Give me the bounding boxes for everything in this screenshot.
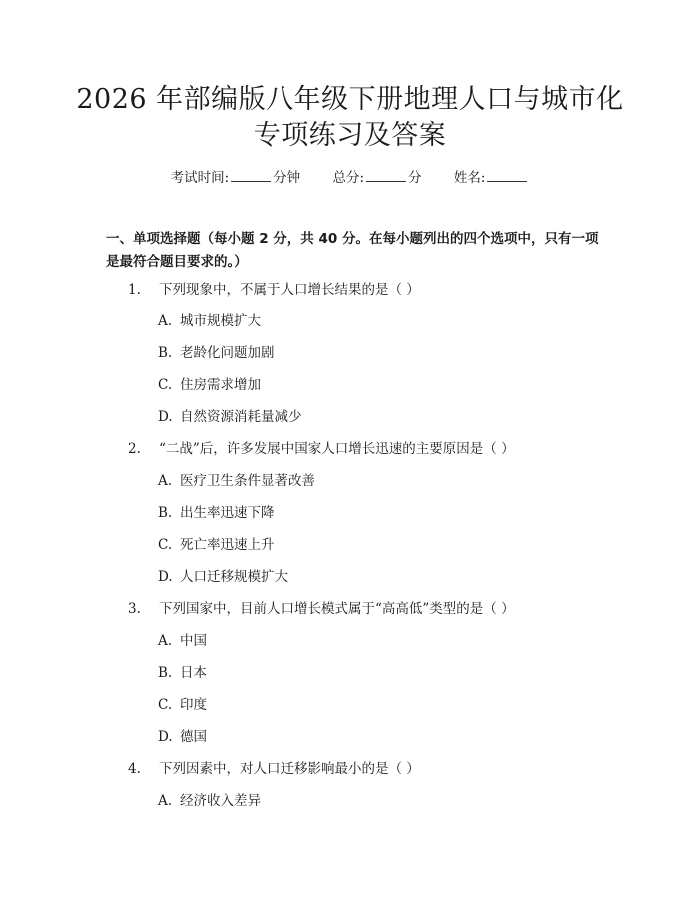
question-number: 1. bbox=[128, 282, 141, 298]
option-text: 死亡率迅速上升 bbox=[180, 537, 275, 553]
question-1-option-a bbox=[158, 311, 261, 331]
option-text: 人口迁移规模扩大 bbox=[180, 569, 288, 585]
student-name-blank bbox=[487, 169, 527, 182]
exam-time-label: 考试时间: bbox=[170, 170, 230, 186]
option-letter: A. bbox=[158, 313, 173, 329]
question-1 bbox=[128, 280, 420, 300]
question-4-option-a bbox=[158, 791, 261, 811]
option-letter: D. bbox=[158, 409, 173, 425]
question-3-option-b bbox=[158, 663, 207, 683]
question-2-option-a bbox=[158, 471, 315, 491]
question-1-option-c bbox=[158, 375, 261, 395]
option-text: 日本 bbox=[180, 665, 207, 681]
option-letter: D. bbox=[158, 569, 173, 585]
exam-time-blank bbox=[231, 169, 271, 182]
option-letter: A. bbox=[158, 793, 173, 809]
question-text: “二战”后，许多发展中国家人口增长迅速的主要原因是（ ） bbox=[159, 441, 515, 457]
question-number: 2. bbox=[128, 441, 141, 457]
question-number: 3. bbox=[128, 601, 141, 617]
option-text: 经济收入差异 bbox=[180, 793, 261, 809]
option-letter: D. bbox=[158, 729, 173, 745]
question-2-option-b bbox=[158, 503, 275, 523]
document-title-line-2: 专项练习及答案 bbox=[253, 120, 447, 151]
option-text: 出生率迅速下降 bbox=[180, 505, 275, 521]
question-number: 4. bbox=[128, 761, 141, 777]
option-text: 城市规模扩大 bbox=[180, 313, 261, 329]
option-letter: B. bbox=[158, 345, 173, 361]
student-name bbox=[454, 168, 530, 188]
option-text: 自然资源消耗量减少 bbox=[180, 409, 302, 425]
option-text: 医疗卫生条件显著改善 bbox=[180, 473, 315, 489]
question-2 bbox=[128, 439, 515, 459]
question-4 bbox=[128, 759, 420, 779]
option-text: 德国 bbox=[180, 729, 207, 745]
question-text: 下列现象中，不属于人口增长结果的是（ ） bbox=[159, 282, 420, 298]
option-text: 印度 bbox=[180, 697, 207, 713]
option-text: 老龄化问题加剧 bbox=[180, 345, 275, 361]
exam-meta bbox=[0, 168, 700, 188]
document-title-line-1: 2026 年部编版八年级下册地理人口与城市化 bbox=[76, 84, 624, 115]
question-3-option-c bbox=[158, 695, 207, 715]
question-3-option-d bbox=[158, 727, 207, 747]
total-score bbox=[332, 168, 421, 188]
option-letter: A. bbox=[158, 473, 173, 489]
exam-time bbox=[171, 168, 301, 188]
student-name-label: 姓名: bbox=[453, 170, 486, 186]
question-text: 下列因素中，对人口迁移影响最小的是（ ） bbox=[159, 761, 420, 777]
question-3-option-a bbox=[158, 631, 207, 651]
question-1-option-d bbox=[158, 407, 302, 427]
exam-time-unit: 分钟 bbox=[273, 170, 301, 186]
option-letter: C. bbox=[158, 537, 173, 553]
question-3 bbox=[128, 599, 515, 619]
question-2-option-d bbox=[158, 567, 288, 587]
total-score-label: 总分: bbox=[332, 170, 365, 186]
question-1-option-b bbox=[158, 343, 275, 363]
total-score-unit: 分 bbox=[408, 170, 422, 186]
question-text: 下列国家中，目前人口增长模式属于“高高低”类型的是（ ） bbox=[159, 601, 515, 617]
option-letter: A. bbox=[158, 633, 173, 649]
option-letter: B. bbox=[158, 505, 173, 521]
option-letter: B. bbox=[158, 665, 173, 681]
option-text: 中国 bbox=[180, 633, 207, 649]
option-letter: C. bbox=[158, 697, 173, 713]
question-2-option-c bbox=[158, 535, 275, 555]
total-score-blank bbox=[366, 169, 406, 182]
option-letter: C. bbox=[158, 377, 173, 393]
section-heading: 一、单项选择题（每小题 2 分，共 40 分。在每小题列出的四个选项中，只有一项是最符合题目要求的。） bbox=[106, 231, 599, 270]
option-text: 住房需求增加 bbox=[180, 377, 261, 393]
